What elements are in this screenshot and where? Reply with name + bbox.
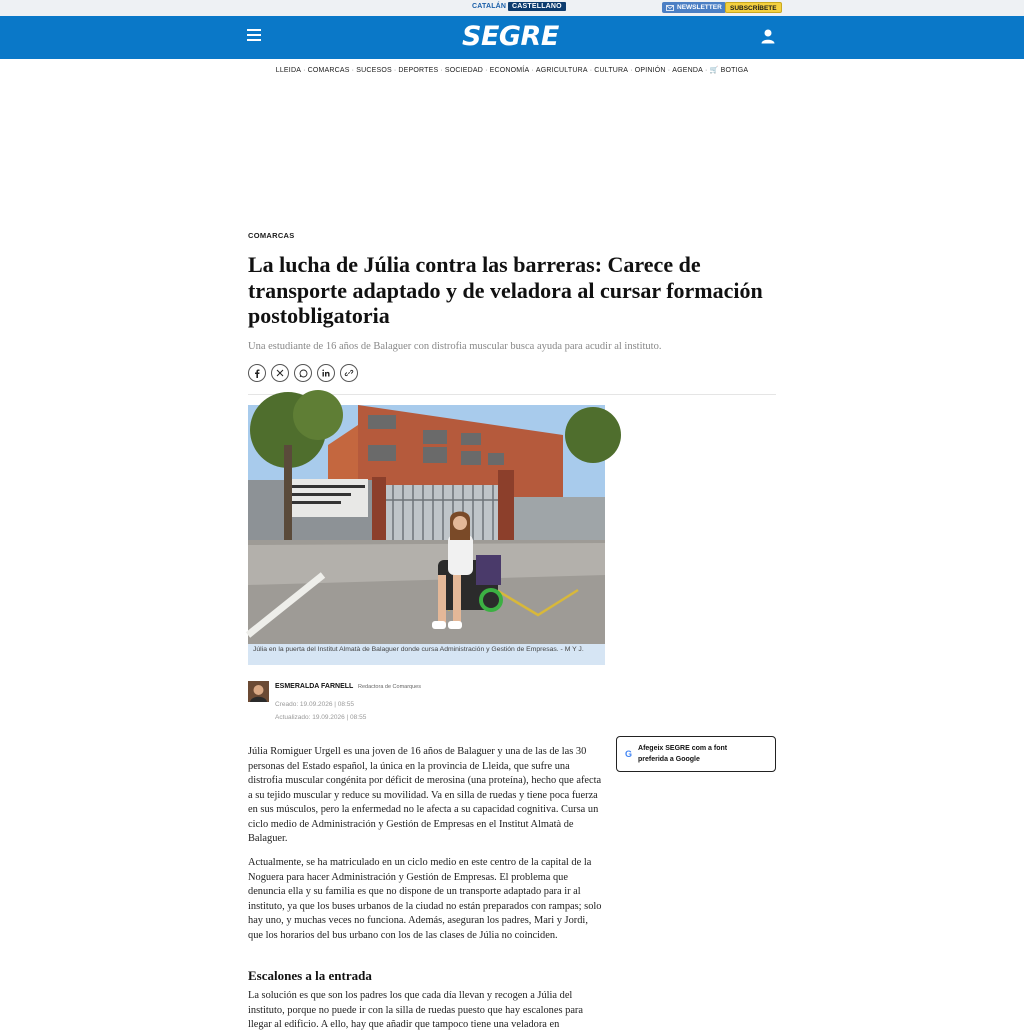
author-name[interactable]: ESMERALDA FARNELL bbox=[275, 683, 354, 690]
site-header bbox=[0, 16, 1024, 59]
nav-item[interactable]: COMARCAS bbox=[307, 67, 350, 74]
nav-separator: · bbox=[393, 67, 397, 74]
site-logo[interactable]: SEGRE bbox=[462, 21, 559, 52]
x-icon[interactable] bbox=[271, 364, 289, 382]
share-buttons bbox=[248, 364, 358, 382]
link-icon[interactable] bbox=[340, 364, 358, 382]
google-preferred-source-label: Afegeix SEGRE com a font preferida a Google bbox=[638, 745, 728, 763]
article-subtitle: Una estudiante de 16 años de Balaguer con distrofia muscular busca ayuda para acudir al instituto. bbox=[248, 341, 662, 352]
article-subheading: Escalones a la entrada bbox=[248, 968, 372, 983]
nav-separator: · bbox=[589, 67, 593, 74]
newsletter-button[interactable] bbox=[662, 2, 726, 13]
photo-caption: Júlia en la puerta del Institut Almatà de Balaguer donde cursa Administración y Gestión de Empresas. - M Y J. bbox=[248, 644, 605, 665]
nav-item[interactable]: OPINIÓN bbox=[634, 67, 666, 74]
cart-icon: 🛒 bbox=[709, 67, 721, 74]
author-avatar[interactable] bbox=[248, 681, 269, 702]
nav-separator: · bbox=[531, 67, 534, 74]
photo-illustration bbox=[248, 405, 605, 644]
section-nav bbox=[0, 66, 1024, 74]
newsletter-label: NEWSLETTER bbox=[677, 4, 722, 11]
nav-item[interactable]: DEPORTES bbox=[398, 67, 439, 74]
hamburger-menu-icon[interactable] bbox=[247, 29, 261, 41]
nav-item[interactable]: LLEIDA bbox=[275, 67, 302, 74]
nav-item[interactable]: CULTURA bbox=[594, 67, 629, 74]
nav-separator: · bbox=[485, 67, 488, 74]
nav-item[interactable]: AGRICULTURA bbox=[535, 67, 588, 74]
facebook-icon[interactable] bbox=[248, 364, 266, 382]
updated-date: Actualizado: 19.09.2026 | 08:55 bbox=[275, 714, 367, 721]
author-role: Redactora de Comarques bbox=[358, 684, 421, 690]
linkedin-icon[interactable] bbox=[317, 364, 335, 382]
article-section-tag[interactable]: COMARCAS bbox=[248, 231, 295, 240]
article-paragraph: Actualmente, se ha matriculado en un ciclo medio en este centro de la capital de la Noguera para hacer Administración y Gestión de Empresas. El problema que denuncia ella y su familia es que no dispone de un transporte adaptado para ir al instituto, ya que los buses urbanos de la ciudad no están preparados con rampas; solo hay uno, y muchas veces no funciona. Además, aseguran los padres, Mari y Jordi, que los horarios del bus urbano con los de las clases de Júlia no coinciden. bbox=[248, 857, 602, 941]
article-paragraph: Júlia Romiguer Urgell es una joven de 16 años de Balaguer y una de las de las 30 personas del Estado español, la única en la provincia de Lleida, que sufre una distrofia muscular congénita por déficit de merosina (una proteína), hecho que afecta a su tejido muscular y reduce su movilidad. Va en silla de ruedas y tiene poca fuerza en sus músculos, pero la enfermedad no le afecta a su capacidad cognitiva. Cursa un ciclo medio de Administración y Gestión de Empresas en el Institut Almatà de Balaguer. bbox=[248, 746, 602, 844]
language-bar bbox=[0, 0, 1024, 16]
nav-item[interactable]: SOCIEDAD bbox=[444, 67, 484, 74]
nav-item[interactable]: SUCESOS bbox=[356, 67, 392, 74]
article-paragraph: La solución es que son los padres los que cada día llevan y recogen a Júlia del instituto, porque no puede ir con la silla de ruedas puesto que hay escalones para llegar al edificio. A ello, hay que añadir que tampoco tiene una veladora en bbox=[248, 990, 583, 1030]
created-date: Creado: 19.09.2026 | 08:55 bbox=[275, 701, 355, 708]
google-icon: G bbox=[625, 749, 633, 759]
mail-icon bbox=[666, 5, 674, 11]
nav-separator: · bbox=[667, 67, 671, 74]
language-catalan-link[interactable]: CATALÁN bbox=[472, 3, 507, 10]
nav-separator: · bbox=[630, 67, 633, 74]
article-headline: La lucha de Júlia contra las barreras: Carece de transporte adaptado y de veladora al cursar formación postobligatoria bbox=[248, 252, 763, 328]
subscribe-button[interactable]: SUBSCRÍBETE bbox=[725, 2, 782, 13]
nav-separator: · bbox=[303, 67, 306, 74]
nav-item[interactable]: ECONOMÍA bbox=[489, 67, 530, 74]
language-castellano-link[interactable]: CASTELLANO bbox=[508, 2, 566, 11]
nav-separator: · bbox=[704, 67, 708, 74]
nav-separator: · bbox=[440, 67, 443, 74]
article-photo[interactable] bbox=[248, 405, 605, 644]
nav-item[interactable]: AGENDA bbox=[672, 67, 703, 74]
google-preferred-source-button[interactable] bbox=[616, 736, 776, 772]
nav-separator: · bbox=[351, 67, 355, 74]
whatsapp-icon[interactable] bbox=[294, 364, 312, 382]
user-account-icon[interactable] bbox=[761, 29, 775, 44]
nav-item[interactable]: BOTIGA bbox=[720, 67, 749, 74]
